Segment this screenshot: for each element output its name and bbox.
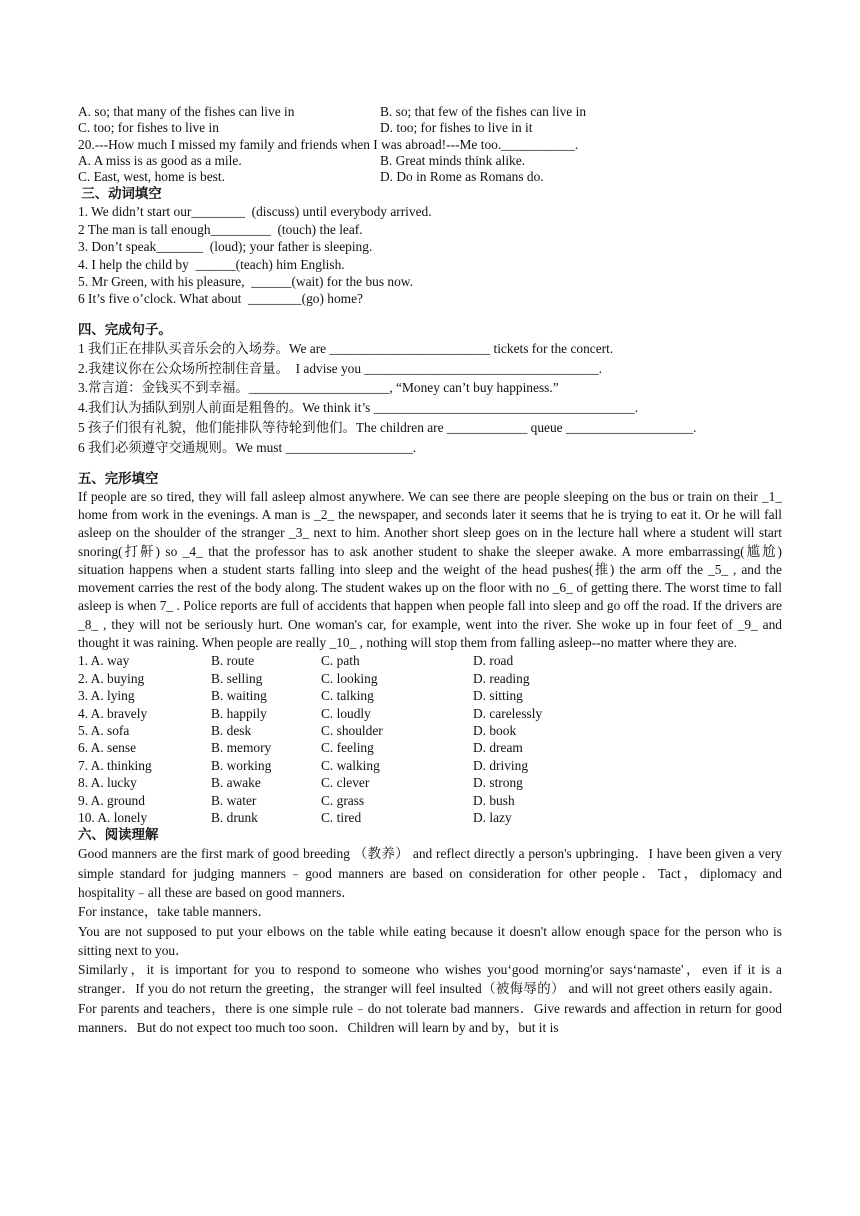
q20-stem: 20.---How much I missed my family and friends when I was abroad!---Me too.___________.: [78, 137, 579, 152]
q20-options-row-2: [78, 169, 782, 185]
q20-option-a: A. A miss is as good as a mile.: [78, 153, 242, 169]
sentence-item: 3.常言道：金钱买不到幸福。_____________________, “Money can’t buy happiness.”: [78, 380, 559, 396]
q19-options-row-1: [78, 104, 782, 120]
cloze-option: D. dream: [473, 740, 523, 756]
cloze-option: 4. A. bravely: [78, 705, 148, 721]
cloze-option-row: [78, 705, 782, 722]
reading-paragraph: You are not supposed to put your elbows on the table while eating because it doesn't allow enough space for the person who is sitting next to you．: [78, 923, 782, 958]
cloze-option: D. lazy: [473, 809, 512, 825]
cloze-option: B. waiting: [211, 688, 267, 704]
q19-option-d: D. too; for fishes to live in it: [380, 120, 533, 135]
cloze-option-row: [78, 739, 782, 756]
sentence-item: 2.我建议你在公众场所控制住音量。 I advise you ___________________________________.: [78, 360, 603, 376]
q19-option-a: A. so; that many of the fishes can live in: [78, 104, 295, 119]
cloze-option-row: [78, 774, 782, 791]
reading-paragraph: For instance，take table manners．: [78, 904, 271, 920]
cloze-option: C. walking: [321, 757, 380, 773]
cloze-option: D. road: [473, 653, 514, 669]
cloze-option: C. looking: [321, 670, 378, 686]
q20-option-c: C. East, west, home is best.: [78, 169, 225, 185]
q20-option-b: B. Great minds think alike.: [380, 153, 526, 169]
sentence-item: 5 孩子们很有礼貌，他们能排队等待轮到他们。The children are ____________ queue ___________________.: [78, 420, 697, 436]
cloze-option: B. memory: [211, 740, 272, 756]
section6-heading: 六、阅读理解: [78, 827, 159, 843]
verb-item: 5. Mr Green, with his pleasure, ______(wait) for the bus now.: [78, 274, 413, 290]
cloze-option: 2. A. buying: [78, 670, 145, 686]
cloze-option: D. book: [473, 722, 517, 738]
q20-options-row-1: [78, 153, 782, 169]
q19-option-c: C. too; for fishes to live in: [78, 120, 219, 135]
cloze-option: C. clever: [321, 775, 370, 791]
cloze-option: D. strong: [473, 775, 523, 791]
cloze-option: D. driving: [473, 757, 529, 773]
worksheet-page: [78, 104, 782, 1037]
cloze-option: B. desk: [211, 722, 252, 738]
cloze-option: B. water: [211, 792, 257, 808]
reading-paragraph: Good manners are the first mark of good breeding （教养） and reflect directly a person's upbringing．I have been given a very simple standard for judging manners﹣good manners are based on consideration for other people．Tact，diplomacy and hospitality﹣all these are based on good manners．: [78, 846, 782, 900]
sentence-item: 6 我们必须遵守交通规则。We must ___________________.: [78, 439, 417, 455]
cloze-option: C. feeling: [321, 740, 374, 756]
cloze-option: C. talking: [321, 688, 374, 704]
cloze-option: 7. A. thinking: [78, 757, 152, 773]
verb-item: 4. I help the child by ______(teach) him English.: [78, 256, 345, 272]
cloze-option: D. carelessly: [473, 705, 543, 721]
sentence-item: 1 我们正在排队买音乐会的入场券。We are ________________________ tickets for the concert.: [78, 340, 614, 356]
q19-options-row-2: [78, 120, 782, 136]
cloze-option-row: [78, 722, 782, 739]
cloze-option: C. loudly: [321, 705, 371, 721]
section3-heading: 三、动词填空: [78, 186, 162, 202]
cloze-option: 6. A. sense: [78, 740, 137, 756]
cloze-option: 8. A. lucky: [78, 775, 137, 791]
verb-item: 6 It’s five o’clock. What about ________(go) home?: [78, 291, 363, 307]
cloze-option: 5. A. sofa: [78, 722, 130, 738]
cloze-option: 1. A. way: [78, 653, 130, 669]
cloze-option: 3. A. lying: [78, 688, 135, 704]
cloze-option-row: [78, 652, 782, 669]
cloze-option-row: [78, 757, 782, 774]
cloze-option-row: [78, 809, 782, 826]
section5-heading: 五、完形填空: [78, 470, 159, 486]
verb-item: 2 The man is tall enough_________ (touch) the leaf.: [78, 221, 363, 237]
verb-item: 3. Don’t speak_______ (loud); your father is sleeping.: [78, 239, 373, 255]
cloze-option-row: [78, 687, 782, 704]
q19-option-b: B. so; that few of the fishes can live in: [380, 104, 587, 119]
cloze-option: D. bush: [473, 792, 515, 808]
cloze-option: C. grass: [321, 792, 365, 808]
cloze-option: 10. A. lonely: [78, 809, 148, 825]
cloze-option: B. selling: [211, 670, 263, 686]
cloze-option: C. tired: [321, 809, 362, 825]
cloze-option: C. path: [321, 653, 360, 669]
cloze-option-row: [78, 670, 782, 687]
cloze-option: D. reading: [473, 670, 530, 686]
cloze-option: B. drunk: [211, 809, 258, 825]
cloze-option: B. awake: [211, 775, 261, 791]
q20-option-d: D. Do in Rome as Romans do.: [380, 169, 544, 185]
cloze-option-row: [78, 792, 782, 809]
cloze-option: B. route: [211, 653, 255, 669]
cloze-option: C. shoulder: [321, 722, 383, 738]
reading-paragraph: Similarly，it is important for you to respond to someone who wishes you‘good morning'or says‘namaste'，even if it is a stranger．If you do not return the greeting，the stranger will feel insulted（被侮辱的） and will not greet others easily again．For parents and teachers，there is one simple rule﹣do not tolerate bad manners．Give rewards and affection in return for good manners．But do not expect too much too soon．Children will learn by and by，but it is: [78, 962, 782, 1036]
cloze-option: B. happily: [211, 705, 267, 721]
cloze-option: D. sitting: [473, 688, 523, 704]
cloze-option: B. working: [211, 757, 272, 773]
verb-item: 1. We didn’t start our________ (discuss) until everybody arrived.: [78, 204, 432, 220]
cloze-option: 9. A. ground: [78, 792, 145, 808]
cloze-passage: If people are so tired, they will fall asleep almost anywhere. We can see there are people sleeping on the bus or train on their _1_ home from work in the evenings. A man is _2_ the newspaper, and seconds later it seems that he is trying to eat it. Or he will fall asleep on the shoulder of the stranger _3_ next to him. Another short sleep goes on in the lecture hall where a student will start snoring(打鼾) so _4_ that the professor has to ask another student to shake the sleeper awake. A more embarrassing(尴尬) situation happens when a student starts falling into sleep and the weight of the head pushes(推) the arm off the _5_ , and the movement carries the rest of the body along. The student wakes up on the floor with no _6_ of getting there. The worst time to fall asleep is when 7_ . Police reports are full of accidents that happen when people fall into sleep and go off the road. If the drivers are _8_ , they will not be seriously hurt. One woman's car, for example, went into the river. She woke up in four feet of _9_ and thought it was raining. When people are really _10_ , nothing will stop them from falling asleep--no matter where they are.: [78, 488, 782, 650]
sentence-item: 4.我们认为插队到别人前面是粗鲁的。We think it’s _______________________________________.: [78, 400, 639, 416]
section4-heading: 四、完成句子。: [78, 321, 172, 337]
